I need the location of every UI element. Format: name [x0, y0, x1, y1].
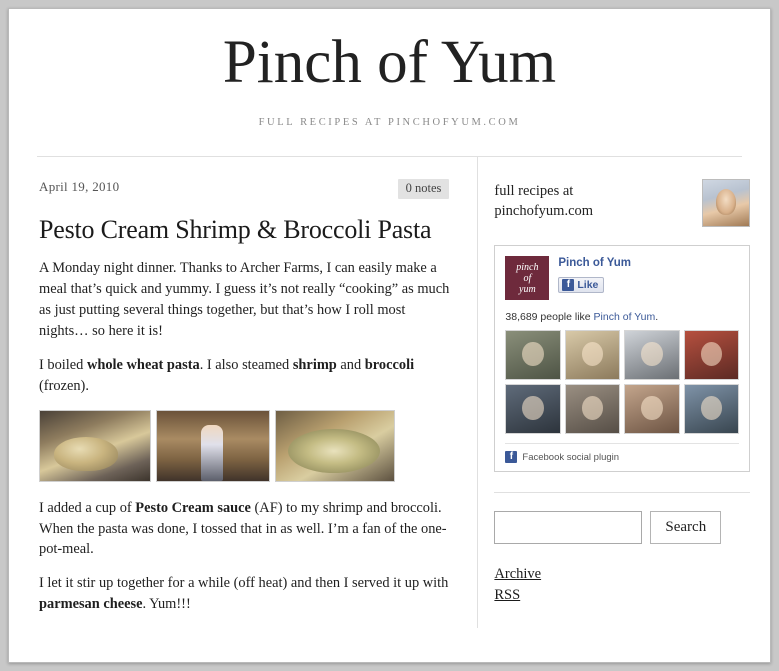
facebook-like-button[interactable]	[558, 277, 604, 293]
search-form	[494, 511, 750, 544]
post-paragraph: I let it stir up together for a while (off heat) and then I served it up with parmesan cheese. Yum!!!	[39, 575, 449, 613]
facebook-face[interactable]	[565, 384, 620, 434]
post-paragraph: I boiled whole wheat pasta. I also steamed shrimp and broccoli (frozen).	[39, 356, 415, 394]
search-input[interactable]	[494, 511, 642, 544]
post-photo-strip	[39, 410, 449, 482]
site-header	[9, 9, 770, 128]
post-photo-1[interactable]	[39, 410, 151, 482]
avatar	[702, 179, 750, 227]
post-photo-2[interactable]	[156, 410, 270, 482]
facebook-f-icon: f	[562, 279, 574, 291]
facebook-like-label: Like	[577, 279, 599, 292]
sidebar	[478, 157, 770, 628]
notes-badge[interactable]: 0 notes	[398, 179, 450, 199]
facebook-header-text	[558, 256, 631, 293]
facebook-plugin-footer	[505, 443, 739, 463]
facebook-like-box	[494, 245, 750, 472]
site-title: Pinch of Yum	[222, 29, 557, 96]
post-body	[39, 258, 449, 615]
facebook-face[interactable]	[505, 330, 560, 380]
pinch-of-yum-logo-icon	[505, 256, 549, 300]
blog-page	[8, 8, 771, 663]
post-photo-3[interactable]	[275, 410, 395, 482]
content-columns	[9, 157, 770, 628]
sidebar-intro-line-2: pinchofyum.com	[494, 203, 594, 220]
facebook-plugin-label: Facebook social plugin	[522, 451, 620, 463]
fb-logo-line-3: yum	[519, 283, 536, 295]
search-button[interactable]: Search	[650, 511, 721, 544]
facebook-count-suffix: .	[655, 311, 659, 324]
facebook-face[interactable]	[684, 330, 739, 380]
facebook-like-count	[505, 311, 739, 323]
post-meta	[39, 179, 449, 199]
post-column	[9, 157, 478, 628]
facebook-count-link[interactable]: Pinch of Yum	[593, 311, 656, 324]
fb-logo-line-2: of	[523, 272, 532, 284]
facebook-face[interactable]	[684, 384, 739, 434]
facebook-friend-faces	[505, 330, 739, 434]
facebook-face[interactable]	[624, 330, 679, 380]
sidebar-header	[494, 179, 750, 227]
post-date: April 19, 2010	[39, 179, 120, 195]
facebook-count-prefix: 38,689 people like	[505, 311, 594, 324]
fb-logo-line-1: pinch	[516, 261, 539, 273]
facebook-header	[505, 256, 739, 300]
sidebar-intro	[494, 179, 593, 222]
site-tagline: FULL RECIPES AT PINCHOFYUM.COM	[258, 117, 521, 129]
sidebar-link-archive[interactable]: Archive	[494, 566, 542, 583]
facebook-page-name[interactable]: Pinch of Yum	[558, 257, 632, 270]
facebook-face[interactable]	[505, 384, 560, 434]
facebook-face[interactable]	[624, 384, 679, 434]
facebook-face[interactable]	[565, 330, 620, 380]
facebook-f-icon: f	[505, 451, 517, 463]
sidebar-links	[494, 566, 750, 604]
post-title[interactable]: Pesto Cream Shrimp & Broccoli Pasta	[39, 214, 432, 244]
post-paragraph: I added a cup of Pesto Cream sauce (AF) to my shrimp and broccoli. When the pasta was done, I tossed that in as well. I’m a fan of the one-pot-meal.	[39, 499, 447, 558]
sidebar-divider	[494, 492, 750, 493]
sidebar-link-rss[interactable]: RSS	[494, 587, 521, 604]
post-paragraph: A Monday night dinner. Thanks to Archer Farms, I can easily make a meal that’s quick and yummy. I guess it’s not really “cooking” as much as just putting several things together, but that’s how I roll most nights… so here it is!	[39, 260, 450, 340]
sidebar-intro-line-1: full recipes at	[494, 183, 574, 200]
